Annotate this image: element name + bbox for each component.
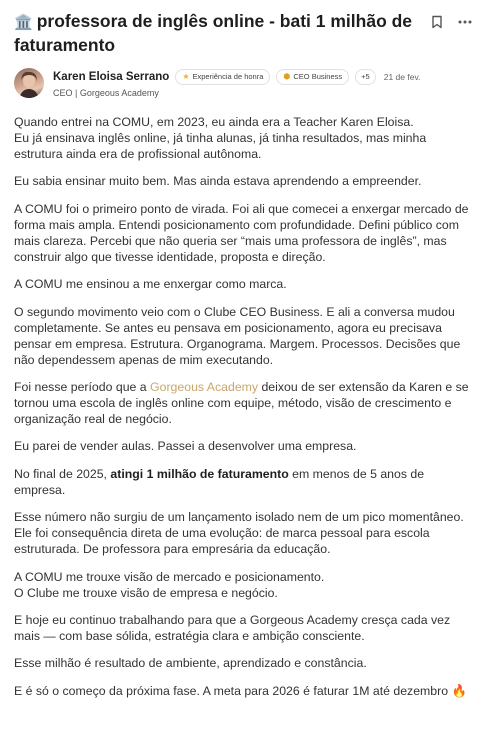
paragraph-7: Eu parei de vender aulas. Passei a desenvolver uma empresa. [14,439,357,454]
paragraph-6-part-a: Foi nesse período que a [14,379,151,394]
paragraph-5: O segundo movimento veio com o Clube CEO Business. E ali a conversa mudou completamente. Se antes eu pensava em posicionamento, agora eu precisava pensar em empresa. Estrutura. Organograma. Margem. Processos. Decisões que não dependessem apenas de mim executando. [14,304,461,367]
paragraph-2: Eu sabia ensinar muito bem. Mas ainda estava aprendendo a empreender. [14,174,422,189]
paragraph-1-line-1: Quando entrei na COMU, em 2023, eu ainda era a Teacher Karen Eloisa. [14,115,414,129]
post-actions [429,10,475,30]
paragraph-10 [14,569,475,601]
author-info [53,69,420,98]
post-title-text: professora de inglês online - bati 1 milhão de faturamento [14,11,413,55]
experience-badge[interactable] [175,69,270,85]
paragraph-6-part-b: deixou de ser extensão da Karen e se tornou uma escola de inglês online com equipe, método, visão de crescimento e organização real de negócio. [14,379,469,426]
bank-emoji-icon: 🏛️ [14,14,33,31]
paragraph-8-part-a: No final de 2025, [14,466,111,481]
gorgeous-academy-link[interactable]: Gorgeous Academy [150,379,259,394]
paragraph-9-line-2: Ele foi consequência direta de uma evolução: de marca pessoal para escola estruturada. De professora para empresária da educação. [14,526,430,557]
paragraph-1-line-2: Eu já ensinava inglês online, já tinha alunas, já tinha resultados, mas minha estrutura ainda era de profissional autônoma. [14,131,427,161]
paragraph-3: A COMU foi o primeiro ponto de virada. Foi ali que comecei a enxergar mercado de forma mais ampla. Entendi posicionamento com profundidade. Defini público com mais clareza. Percebi que não queria ser “mais uma professora de inglês”, mas construir algo que tivesse identidade, proposta e direção. [14,201,469,264]
paragraph-4: A COMU me ensinou a me enxergar como marca. [14,277,287,292]
paragraph-6 [14,379,475,427]
author-line [53,69,420,85]
paragraph-10-line-2: O Clube me trouxe visão de empresa e negócio. [14,585,278,600]
ceo-business-badge-label: CEO Business [293,72,343,81]
paragraph-8-part-b: em menos de 5 anos de empresa. [14,466,425,497]
post-header [14,10,475,56]
post-title [14,10,419,56]
post-date: 21 de fev. [383,71,421,82]
paragraph-10-line-1: A COMU me trouxe visão de mercado e posicionamento. [14,569,325,584]
more-badges-count[interactable]: +5 [355,69,376,85]
author-role: CEO | Gorgeous Academy [53,87,159,98]
bookmark-icon[interactable] [429,14,445,30]
paragraph-1 [14,114,475,162]
author-row [14,68,475,98]
paragraph-8-bold: atingi 1 milhão de faturamento [110,466,289,481]
experience-badge-label: Experiência de honra [192,72,264,81]
more-horizontal-icon[interactable] [457,14,473,30]
author-name[interactable]: Karen Eloisa Serrano [53,70,170,83]
ceo-business-badge[interactable] [276,69,349,85]
paragraph-11: E hoje eu continuo trabalhando para que a Gorgeous Academy cresça cada vez mais — com base sólida, estratégia clara e ambição consciente. [14,612,451,643]
paragraph-13: E é só o começo da próxima fase. A meta para 2026 é faturar 1M até dezembro 🔥 [14,683,467,698]
avatar[interactable] [14,68,44,98]
paragraph-12: Esse milhão é resultado de ambiente, aprendizado e constância. [14,656,367,671]
paragraph-9-line-1: Esse número não surgiu de um lançamento isolado nem de um pico momentâneo. [14,510,464,525]
post-body [14,114,475,699]
paragraph-8 [14,466,475,498]
paragraph-9 [14,509,475,557]
hexagon-icon: ⬢ [283,72,291,81]
star-icon: ★ [182,72,190,81]
